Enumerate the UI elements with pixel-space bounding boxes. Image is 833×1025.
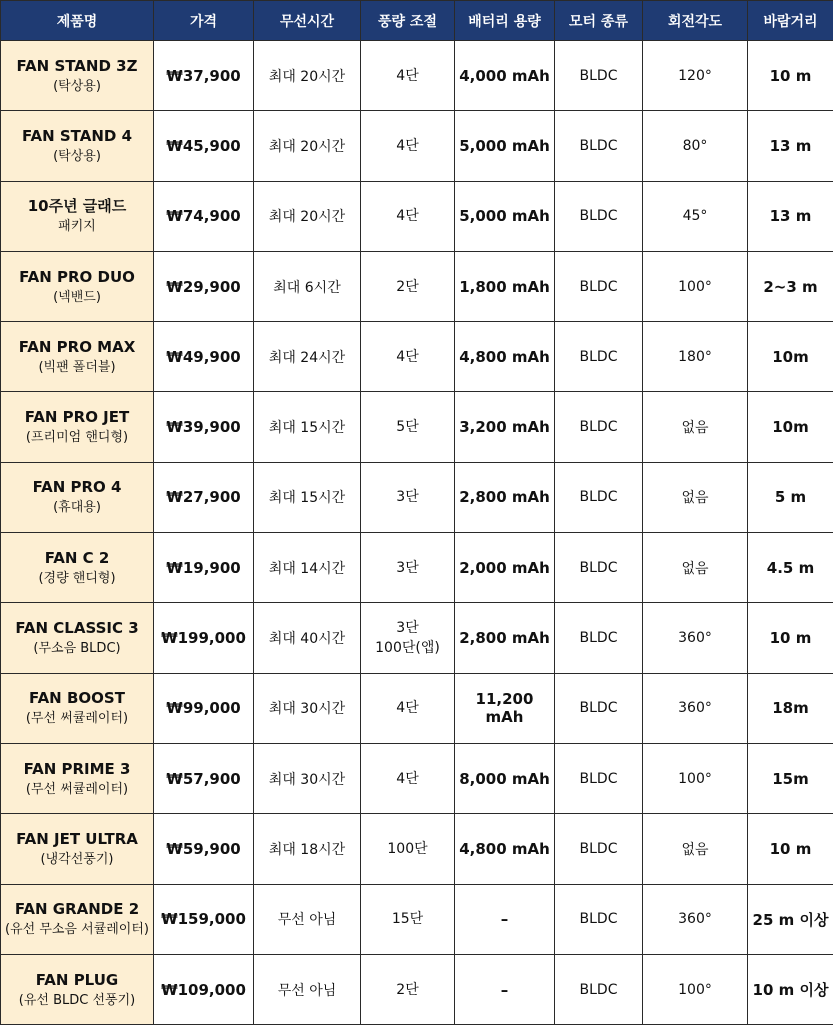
product-type: (유선 BLDC 선풍기) [3, 991, 151, 1010]
fan-speed-cell [361, 392, 455, 462]
rotation-angle-cell: 45° [643, 181, 748, 251]
product-name-cell [1, 181, 154, 251]
price-cell: ₩37,900 [154, 41, 254, 111]
wind-distance-cell: 10m [748, 392, 833, 462]
price-cell: ₩39,900 [154, 392, 254, 462]
table-row [1, 954, 833, 1024]
motor-cell: BLDC [555, 814, 643, 884]
price-cell: ₩159,000 [154, 884, 254, 954]
product-name: FAN JET ULTRA [3, 829, 151, 850]
header-wireless-time: 무선시간 [254, 1, 361, 41]
wind-distance-cell: 10m [748, 322, 833, 392]
price-cell: ₩59,900 [154, 814, 254, 884]
fan-speed-cell [361, 814, 455, 884]
wireless-time-cell: 최대 24시간 [254, 322, 361, 392]
wireless-time-cell: 최대 30시간 [254, 743, 361, 813]
fan-speed-cell [361, 603, 455, 673]
battery-cell: 4,800 mAh [455, 322, 555, 392]
motor-cell: BLDC [555, 111, 643, 181]
fan-speed-value: 3단 [363, 618, 452, 638]
product-name: FAN BOOST [3, 688, 151, 709]
product-type: (탁상용) [3, 77, 151, 96]
wireless-time-cell: 최대 15시간 [254, 462, 361, 532]
battery-cell: 8,000 mAh [455, 743, 555, 813]
battery-cell: 5,000 mAh [455, 111, 555, 181]
fan-speed-cell [361, 673, 455, 743]
rotation-angle-cell: 120° [643, 41, 748, 111]
price-cell: ₩57,900 [154, 743, 254, 813]
fan-speed-value: 2단 [363, 980, 452, 1000]
motor-cell: BLDC [555, 533, 643, 603]
header-fan-speed: 풍량 조절 [361, 1, 455, 41]
wireless-time-cell: 무선 아님 [254, 954, 361, 1024]
motor-cell: BLDC [555, 392, 643, 462]
wireless-time-cell: 무선 아님 [254, 884, 361, 954]
motor-cell: BLDC [555, 603, 643, 673]
motor-cell: BLDC [555, 41, 643, 111]
product-type: (넥밴드) [3, 288, 151, 307]
table-row [1, 392, 833, 462]
battery-cell: 2,800 mAh [455, 603, 555, 673]
product-type: (무선 써큘레이터) [3, 709, 151, 728]
battery-cell: – [455, 954, 555, 1024]
product-name: FAN PRO JET [3, 407, 151, 428]
battery-cell: 2,000 mAh [455, 533, 555, 603]
table-row [1, 673, 833, 743]
header-wind-distance: 바람거리 [748, 1, 833, 41]
price-cell: ₩45,900 [154, 111, 254, 181]
product-name: FAN PRO MAX [3, 337, 151, 358]
wind-distance-cell: 10 m 이상 [748, 954, 833, 1024]
motor-cell: BLDC [555, 884, 643, 954]
wind-distance-cell: 18m [748, 673, 833, 743]
rotation-angle-cell: 없음 [643, 392, 748, 462]
table-row [1, 884, 833, 954]
rotation-angle-cell: 없음 [643, 814, 748, 884]
table-row [1, 41, 833, 111]
rotation-angle-cell: 없음 [643, 462, 748, 532]
product-name-cell [1, 954, 154, 1024]
product-name: FAN PRO 4 [3, 477, 151, 498]
product-name-cell [1, 41, 154, 111]
motor-cell: BLDC [555, 462, 643, 532]
product-name-cell [1, 603, 154, 673]
wireless-time-cell: 최대 18시간 [254, 814, 361, 884]
wireless-time-cell: 최대 6시간 [254, 251, 361, 321]
product-name: 10주년 글래드 [3, 196, 151, 217]
price-cell: ₩27,900 [154, 462, 254, 532]
fan-speed-value: 2단 [363, 277, 452, 297]
motor-cell: BLDC [555, 181, 643, 251]
fan-speed-value: 5단 [363, 417, 452, 437]
fan-speed-value: 4단 [363, 769, 452, 789]
price-cell: ₩109,000 [154, 954, 254, 1024]
product-type: (냉각선풍기) [3, 850, 151, 869]
fan-speed-value: 4단 [363, 136, 452, 156]
product-type: (프리미엄 핸디형) [3, 428, 151, 447]
header-price: 가격 [154, 1, 254, 41]
wireless-time-cell: 최대 14시간 [254, 533, 361, 603]
product-type: 패키지 [3, 217, 151, 236]
product-name-cell [1, 462, 154, 532]
product-name: FAN PLUG [3, 970, 151, 991]
rotation-angle-cell: 100° [643, 954, 748, 1024]
product-type: (무소음 BLDC) [3, 639, 151, 658]
price-cell: ₩74,900 [154, 181, 254, 251]
motor-cell: BLDC [555, 251, 643, 321]
fan-speed-cell [361, 954, 455, 1024]
price-cell: ₩19,900 [154, 533, 254, 603]
product-name: FAN GRANDE 2 [3, 899, 151, 920]
wind-distance-cell: 10 m [748, 603, 833, 673]
header-rotation: 회전각도 [643, 1, 748, 41]
product-name: FAN PRO DUO [3, 267, 151, 288]
table-row [1, 462, 833, 532]
table-row [1, 111, 833, 181]
battery-cell: 3,200 mAh [455, 392, 555, 462]
table-row [1, 181, 833, 251]
wind-distance-cell: 2~3 m [748, 251, 833, 321]
product-name-cell [1, 673, 154, 743]
wireless-time-cell: 최대 15시간 [254, 392, 361, 462]
product-name: FAN C 2 [3, 548, 151, 569]
wireless-time-cell: 최대 30시간 [254, 673, 361, 743]
battery-cell: 4,800 mAh [455, 814, 555, 884]
battery-cell: 2,800 mAh [455, 462, 555, 532]
price-cell: ₩199,000 [154, 603, 254, 673]
wireless-time-cell: 최대 20시간 [254, 181, 361, 251]
rotation-angle-cell: 360° [643, 673, 748, 743]
product-name-cell [1, 322, 154, 392]
price-cell: ₩49,900 [154, 322, 254, 392]
fan-speed-value: 4단 [363, 347, 452, 367]
fan-speed-cell [361, 462, 455, 532]
motor-cell: BLDC [555, 673, 643, 743]
rotation-angle-cell: 180° [643, 322, 748, 392]
motor-cell: BLDC [555, 743, 643, 813]
product-name-cell [1, 743, 154, 813]
fan-speed-cell [361, 322, 455, 392]
fan-speed-cell [361, 884, 455, 954]
table-row [1, 533, 833, 603]
wireless-time-cell: 최대 40시간 [254, 603, 361, 673]
table-row [1, 743, 833, 813]
header-motor: 모터 종류 [555, 1, 643, 41]
fan-speed-cell [361, 533, 455, 603]
product-name: FAN CLASSIC 3 [3, 618, 151, 639]
fan-speed-value: 100단 [363, 839, 452, 859]
battery-cell: 4,000 mAh [455, 41, 555, 111]
wind-distance-cell: 10 m [748, 814, 833, 884]
fan-speed-value: 3단 [363, 487, 452, 507]
rotation-angle-cell: 360° [643, 603, 748, 673]
table-row [1, 251, 833, 321]
motor-cell: BLDC [555, 954, 643, 1024]
price-cell: ₩99,000 [154, 673, 254, 743]
product-type: (휴대용) [3, 498, 151, 517]
fan-speed-value: 4단 [363, 206, 452, 226]
wireless-time-cell: 최대 20시간 [254, 41, 361, 111]
fan-speed-cell [361, 251, 455, 321]
wind-distance-cell: 13 m [748, 181, 833, 251]
fan-speed-value: 15단 [363, 909, 452, 929]
product-name-cell [1, 533, 154, 603]
rotation-angle-cell: 80° [643, 111, 748, 181]
battery-cell: 5,000 mAh [455, 181, 555, 251]
fan-speed-value: 3단 [363, 558, 452, 578]
fan-speed-value: 100단(앱) [363, 638, 452, 658]
rotation-angle-cell: 100° [643, 743, 748, 813]
battery-cell: 11,200 mAh [455, 673, 555, 743]
wind-distance-cell: 15m [748, 743, 833, 813]
fan-speed-cell [361, 41, 455, 111]
header-row [1, 1, 833, 41]
rotation-angle-cell: 없음 [643, 533, 748, 603]
product-type: (탁상용) [3, 147, 151, 166]
product-name-cell [1, 392, 154, 462]
fan-speed-cell [361, 743, 455, 813]
header-product-name: 제품명 [1, 1, 154, 41]
battery-cell: – [455, 884, 555, 954]
product-type: (경량 핸디형) [3, 569, 151, 588]
product-name-cell [1, 111, 154, 181]
product-name-cell [1, 814, 154, 884]
fan-speed-value: 4단 [363, 66, 452, 86]
product-name-cell [1, 884, 154, 954]
wind-distance-cell: 5 m [748, 462, 833, 532]
table-row [1, 814, 833, 884]
wind-distance-cell: 13 m [748, 111, 833, 181]
table-row [1, 322, 833, 392]
product-name-cell [1, 251, 154, 321]
wind-distance-cell: 25 m 이상 [748, 884, 833, 954]
product-type: (무선 써큘레이터) [3, 780, 151, 799]
fan-speed-cell [361, 111, 455, 181]
product-name: FAN STAND 4 [3, 126, 151, 147]
table-row [1, 603, 833, 673]
product-type: (유선 무소음 서큘레이터) [3, 920, 151, 939]
fan-speed-cell [361, 181, 455, 251]
product-type: (빅팬 폴더블) [3, 358, 151, 377]
motor-cell: BLDC [555, 322, 643, 392]
rotation-angle-cell: 100° [643, 251, 748, 321]
price-cell: ₩29,900 [154, 251, 254, 321]
rotation-angle-cell: 360° [643, 884, 748, 954]
product-name: FAN PRIME 3 [3, 759, 151, 780]
wireless-time-cell: 최대 20시간 [254, 111, 361, 181]
wind-distance-cell: 4.5 m [748, 533, 833, 603]
battery-cell: 1,800 mAh [455, 251, 555, 321]
fan-speed-value: 4단 [363, 698, 452, 718]
product-name: FAN STAND 3Z [3, 56, 151, 77]
wind-distance-cell: 10 m [748, 41, 833, 111]
header-battery: 배터리 용량 [455, 1, 555, 41]
